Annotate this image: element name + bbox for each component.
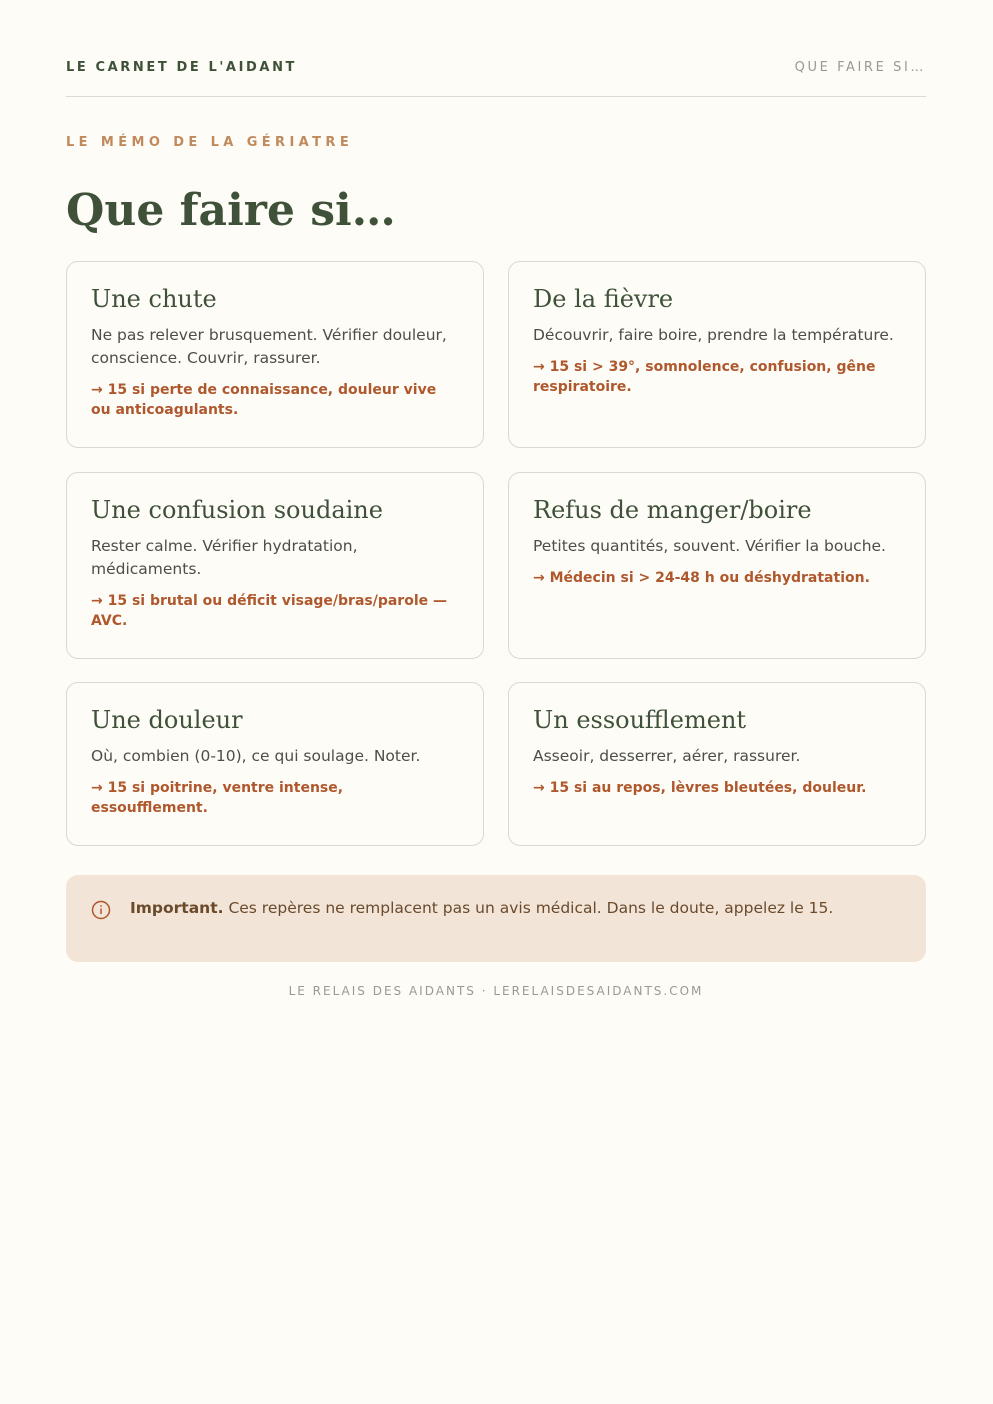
card-text: Ne pas relever brusquement. Vérifier douleur, conscience. Couvrir, rassurer. [91, 326, 447, 367]
card-douleur [66, 682, 484, 846]
card-alert: → 15 si > 39°, somnolence, confusion, gêne respiratoire. [533, 359, 876, 395]
card-title: De la fièvre [533, 285, 674, 313]
notice-body: Ces repères ne remplacent pas un avis médical. Dans le doute, appelez le 15. [223, 899, 834, 917]
card-title: Une chute [91, 285, 217, 313]
card-text: Petites quantités, souvent. Vérifier la bouche. [533, 537, 886, 555]
card-alert: → 15 si perte de connaissance, douleur vive ou anticoagulants. [91, 382, 437, 418]
card-refus [508, 472, 926, 659]
card-alert: → 15 si brutal ou déficit visage/bras/parole — AVC. [91, 593, 448, 629]
card-title: Une confusion soudaine [91, 496, 383, 524]
card-title: Un essoufflement [533, 706, 747, 734]
notice-text [130, 897, 910, 919]
card-title: Refus de manger/boire [533, 496, 812, 524]
card-title: Une douleur [91, 706, 243, 734]
top-bar [66, 56, 926, 97]
kicker: LE MÉMO DE LA GÉRIATRE [66, 135, 354, 150]
card-fievre [508, 261, 926, 448]
footer: LE RELAIS DES AIDANTS · LERELAISDESAIDANTS.COM [288, 984, 704, 998]
important-notice [66, 875, 926, 962]
page-title: Que faire si… [66, 185, 396, 236]
card-essoufflement [508, 682, 926, 846]
card-text: Où, combien (0-10), ce qui soulage. Noter. [91, 747, 421, 765]
card-text: Découvrir, faire boire, prendre la température. [533, 326, 894, 344]
section-label: QUE FAIRE SI… [794, 60, 926, 75]
card-chute [66, 261, 484, 448]
notice-strong: Important. [130, 899, 224, 917]
card-text: Asseoir, desserrer, aérer, rassurer. [533, 747, 801, 765]
card-confusion [66, 472, 484, 659]
card-text: Rester calme. Vérifier hydratation, médicaments. [91, 537, 358, 578]
info-icon [91, 900, 109, 918]
card-alert: → Médecin si > 24-48 h ou déshydratation. [533, 570, 870, 586]
card-alert: → 15 si poitrine, ventre intense, essoufflement. [91, 780, 344, 816]
brand-name: LE CARNET DE L'AIDANT [66, 60, 298, 75]
card-alert: → 15 si au repos, lèvres bleutées, douleur. [533, 780, 867, 796]
